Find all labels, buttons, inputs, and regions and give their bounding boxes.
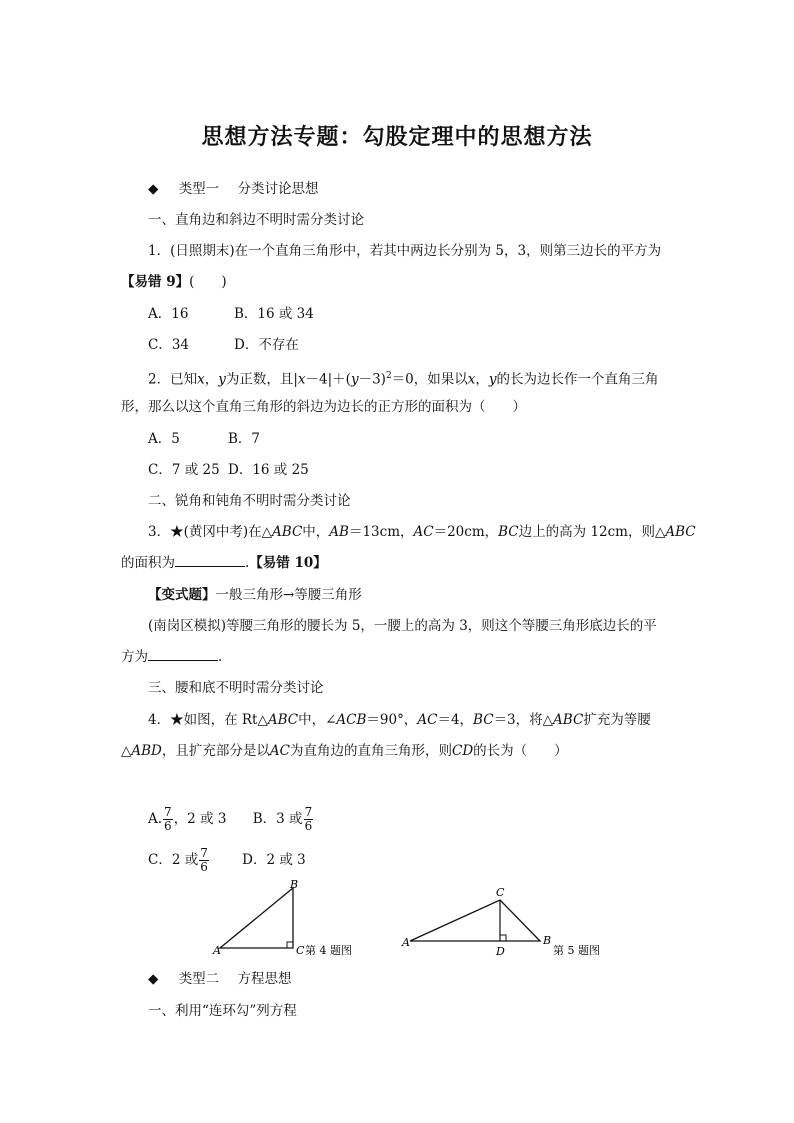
q4-text-5: ＝3，将△ [493,712,554,728]
q3-abc-2: ABC [665,524,696,540]
section3-heading: 三、腰和底不明时需分类讨论 [148,680,324,696]
q4-text-7: ，且扩充部分是以 [161,743,270,759]
q2-text-5: ＝0，如果以 [391,371,468,388]
variant-answer-blank[interactable] [148,648,218,661]
q4-triangle-symbol: △ [121,743,132,759]
type1-heading [148,180,318,198]
type2-label: 类型二 [178,971,220,987]
q1-option-b: B．16 或 34 [234,306,314,322]
fig5-right-angle-mark [500,935,506,941]
fig4-triangle [220,888,293,948]
q4-ac-2: AC [269,743,290,759]
star-icon: ★ [170,524,184,540]
question-2-line2: 形，那么以这个直角三角形的斜边为边长的正方形的面积为（ ） [121,399,526,415]
q4-options-row2 [148,846,306,874]
q2-var-x-2: x [297,371,306,388]
variant-tag: 【变式题】 [148,587,216,603]
q2-var-y: y [218,371,226,388]
q1-paren: ( ) [189,274,227,290]
q3-text-4: ＝20cm， [433,524,499,540]
q4-text-9: 的长为（ ） [473,743,568,759]
q3-error-tag: 【易错 10】 [249,555,327,571]
q1-option-d: D．不存在 [234,337,299,353]
q4-text-1: 如图，在 Rt△ [183,712,268,728]
diamond-bullet-icon-2: ◆ [148,971,159,987]
type1-name: 分类讨论思想 [237,181,319,197]
q2-var-y-2: y [350,371,359,388]
q4-abc: ABC [267,712,299,728]
q4-fraction-c [199,847,209,874]
fig4-label-b: B [290,878,299,891]
q2-options-row1 [148,430,261,448]
q4-text-3: ＝90°， [366,712,418,728]
variant-period: . [218,649,223,665]
question-3-line2 [121,554,327,572]
q4-number: 4． [148,712,171,728]
type2-heading [148,970,291,988]
q3-text-1: 在△ [248,524,273,540]
q4-acb: ACB [336,712,367,728]
fig5-label-b: B [543,934,552,947]
q3-ac: AC [413,524,434,540]
question-4-line1 [148,711,651,729]
q4-fraction-a-den: 6 [164,819,172,833]
star-icon-2: ★ [170,712,184,728]
q4-option-a-label: A. [148,811,163,827]
q1-error-tag: 【易错 9】 [121,274,190,290]
fig4-right-angle-mark [287,942,293,948]
q1-source: (日照期末) [170,243,235,259]
q4-abc-2: ABC [553,712,584,728]
q4-text-6: 扩充为等腰 [583,712,651,728]
q4-option-d: D．2 或 3 [242,852,306,868]
variant-line2 [121,648,222,666]
fig5-label-a: A [402,936,410,949]
variant-heading [148,586,362,604]
q1-options-row1 [148,305,314,323]
q4-abd: ABD [131,743,162,759]
q3-abc: ABC [272,524,303,540]
section4-heading: 一、利用“连环勾”列方程 [148,1003,297,1019]
section1-heading: 一、直角边和斜边不明时需分类讨论 [148,212,364,228]
fig4-label-c: C [296,944,305,957]
type1-label: 类型一 [178,181,220,197]
q4-text-2: 中，∠ [298,712,337,728]
q2-text-3: －4|＋( [305,371,351,388]
q2-comma: ， [204,371,219,388]
q4-fraction-b-den: 6 [304,819,313,833]
variant-text: 一般三角形→等腰三角形 [215,587,362,603]
q3-text-5: 边上的高为 12cm，则△ [518,524,666,540]
type2-name: 方程思想 [237,971,292,987]
q3-source: (黄冈中考) [183,524,249,540]
q2-comma-2: ， [475,371,489,388]
question-4-line2 [121,742,568,760]
q2-options-row2 [148,461,309,479]
q1-text: 在一个直角三角形中，若其中两边长分别为 5，3，则第三边长的平方为 [234,243,662,259]
q3-area-text: 的面积为 [121,555,175,571]
q4-ac: AC [417,712,438,728]
variant-text-2: 方为 [121,649,148,665]
q3-ab: AB [329,524,349,540]
q3-bc: BC [498,524,519,540]
q4-cd: CD [451,743,474,759]
question-2-line1 [148,367,659,389]
q3-period: . [245,555,250,571]
q2-text-6: 的长为边长作一个直角三角 [496,371,659,388]
fig5-triangle [410,900,540,941]
q4-fraction-b [304,806,314,833]
q1-option-a: A．16 [148,306,189,322]
q4-options-row1 [148,805,314,833]
fig5-label-d: D [496,945,505,958]
q1-number: 1． [148,243,171,259]
q4-text-8: 为直角边的直角三角形，则 [289,743,452,759]
fig5-label-c: C [496,886,505,899]
q2-text-1: 已知 [170,371,198,388]
q3-text-2: 中， [302,524,330,540]
q4-option-b-label: B．3 或 [252,811,303,827]
fig4-caption: 第 4 题图 [305,944,352,957]
figure-5 [400,884,620,964]
q2-option-a: A．5 [148,431,180,447]
q2-text-4: －3) [358,371,386,388]
q2-var-x: x [197,371,205,388]
q4-text-4: ＝4， [437,712,474,728]
q4-fraction-b-num: 7 [304,805,313,819]
figure-4 [205,878,380,960]
fig5-caption: 第 5 题图 [553,944,600,957]
q4-fraction-c-den: 6 [200,860,208,874]
q4-bc: BC [473,712,494,728]
q2-var-y-3: y [488,371,497,388]
q2-var-x-3: x [467,371,476,388]
q3-text-3: ＝13cm， [348,524,414,540]
q2-option-b: B．7 [228,431,261,447]
q4-fraction-a [163,806,173,833]
section2-heading: 二、锐角和钝角不明时需分类讨论 [148,493,351,509]
variant-line1: (南岗区模拟)等腰三角形的腰长为 5，一腰上的高为 3，则这个等腰三角形底边长的平 [148,618,657,634]
question-3-line1 [148,523,696,541]
q1-options-row2 [148,336,299,354]
q3-answer-blank[interactable] [175,554,245,567]
question-1-line2 [121,273,227,291]
q2-number: 2． [148,371,171,388]
question-1-line1 [148,242,661,260]
q3-number: 3． [148,524,171,540]
q4-option-a-rest: ，2 或 3 [173,811,227,827]
q1-option-c: C．34 [148,337,190,353]
fig4-label-a: A [213,944,221,957]
q4-fraction-c-num: 7 [200,846,208,860]
q2-exponent: 2 [385,371,392,381]
q2-option-c: C．7 或 25 [148,462,220,478]
q2-text-2: 为正数，且| [225,371,298,388]
page-title: 思想方法专题：勾股定理中的思想方法 [201,124,593,150]
q2-option-d: D．16 或 25 [228,462,309,478]
q4-option-c-label: C．2 或 [148,852,199,868]
q4-fraction-a-num: 7 [164,805,172,819]
diamond-bullet-icon: ◆ [148,181,159,197]
